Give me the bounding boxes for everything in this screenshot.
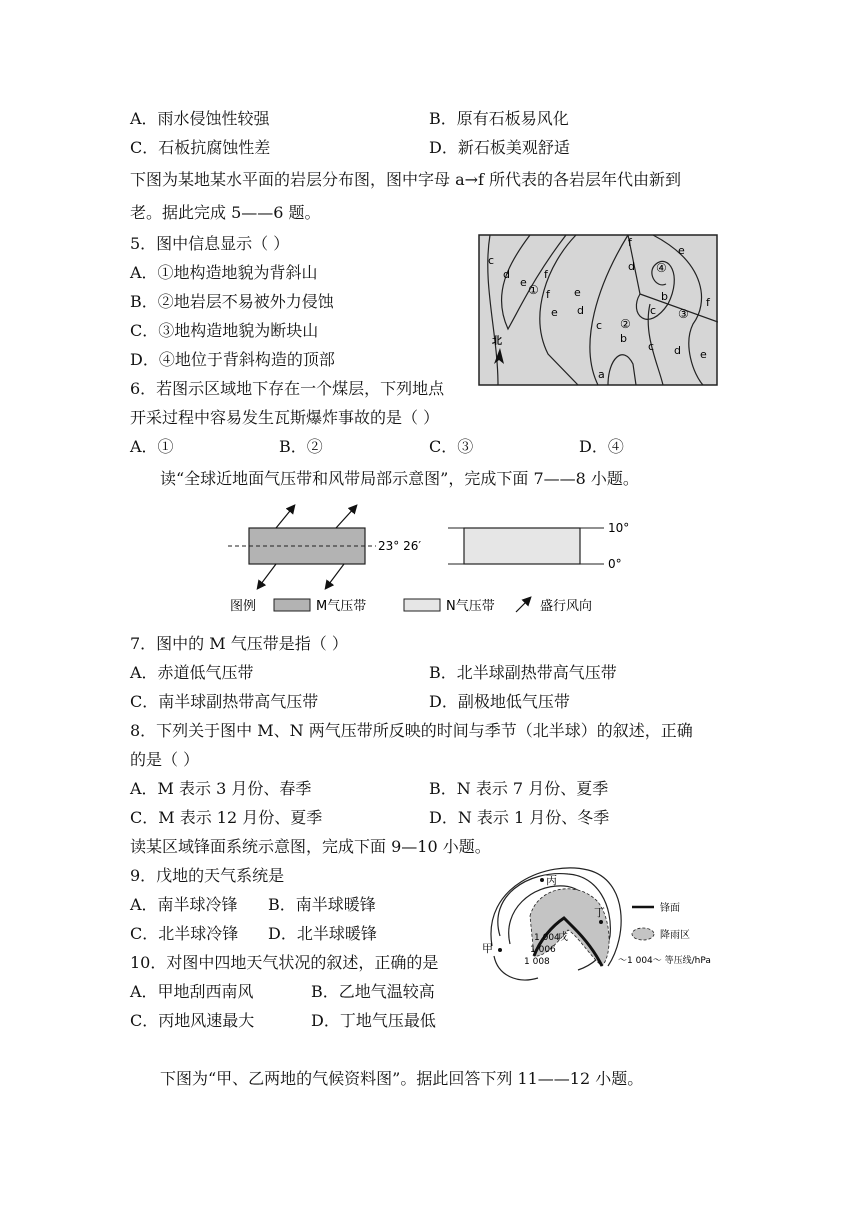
q8-option-b: B．N 表示 7 月份、夏季 — [429, 779, 609, 798]
intro-5-6-line1: 下图为某地某水平面的岩层分布图，图中字母 a→f 所代表的各岩层年代由新到 — [130, 170, 682, 189]
q8-option-a: A．M 表示 3 月份、春季 — [130, 779, 312, 798]
q8-stem-1: 8．下列关于图中 M、N 两气压带所反映的时间与季节（北半球）的叙述，正确 — [130, 721, 693, 740]
map-letter-e-2: e — [551, 306, 558, 319]
map-letter-c-2: c — [596, 319, 603, 332]
mark-2: ② — [620, 317, 631, 331]
map-letter-b-2: b — [661, 290, 668, 303]
place-wu: 戊 — [558, 932, 568, 943]
q5-stem: 5．图中信息显示（ ） — [130, 234, 290, 253]
lat-label-top: 10° — [608, 521, 630, 535]
map-letter-f-4: f — [706, 296, 710, 309]
q6-option-a: A．① — [130, 437, 174, 456]
place-bing: 丙 — [546, 874, 557, 887]
isobar-1004: 1 004 — [534, 933, 560, 943]
q7-option-b: B．北半球副热带高气压带 — [429, 663, 617, 682]
lat-label-m: 23° 26′ — [378, 539, 422, 553]
intro-7-8: 读“全球近地面气压带和风带局部示意图”，完成下面 7——8 小题。 — [160, 469, 639, 488]
q7-option-c: C．南半球副热带高气压带 — [130, 692, 319, 711]
pressure-belt-diagram — [226, 500, 646, 622]
q8-option-c: C．M 表示 12 月份、夏季 — [130, 808, 323, 827]
mark-1: ① — [528, 283, 539, 297]
q6-option-d: D．④ — [579, 437, 624, 456]
q6-option-c: C．③ — [429, 437, 474, 456]
legend-m-swatch — [274, 599, 310, 611]
map-letter-d-2: d — [577, 304, 584, 317]
q10-option-d: D．丁地气压最低 — [311, 1011, 436, 1030]
q4-option-b: B．原有石板易风化 — [429, 109, 569, 128]
legend-isobar: ～1 004～ 等压线/hPa — [618, 956, 711, 966]
legend-wind-label: 盛行风向 — [540, 599, 593, 614]
map-letter-a: a — [598, 368, 605, 381]
isobar-1006: 1 006 — [530, 945, 556, 955]
isobar-1008: 1 008 — [524, 957, 550, 967]
place-ding: 丁 — [594, 906, 605, 919]
q7-option-d: D．副极地低气压带 — [429, 692, 570, 711]
wind-arrow — [326, 564, 344, 588]
wind-arrow — [276, 506, 294, 528]
map-letter-f-3: f — [628, 236, 632, 249]
map-letter-d-3: d — [628, 260, 635, 273]
map-letter-c-4: c — [648, 340, 655, 353]
wind-arrow — [336, 506, 356, 528]
front-system-diagram — [478, 866, 728, 990]
q9-option-d: D．北半球暖锋 — [268, 924, 377, 943]
q6-stem-2: 开采过程中容易发生瓦斯爆炸事故的是（ ） — [130, 408, 440, 427]
lat-label-bottom: 0° — [608, 557, 622, 571]
map-letter-d: d — [503, 268, 510, 281]
map-letter-b: b — [620, 332, 627, 345]
q6-stem-1: 6．若图示区域地下存在一个煤层，下列地点 — [130, 379, 445, 398]
mark-3: ③ — [678, 307, 689, 321]
q9-stem: 9．戊地的天气系统是 — [130, 866, 285, 885]
legend-title: 图例 — [230, 599, 257, 614]
q10-option-b: B．乙地气温较高 — [311, 982, 435, 1001]
q6-option-b: B．② — [279, 437, 323, 456]
q10-option-a: A．甲地刮西南风 — [130, 982, 254, 1001]
legend-rain-icon — [632, 928, 654, 940]
intro-5-6-line2: 老。据此完成 5——6 题。 — [130, 203, 321, 222]
q10-option-c: C．丙地风速最大 — [130, 1011, 255, 1030]
legend-m-label: M气压带 — [316, 599, 367, 614]
q7-stem: 7．图中的 M 气压带是指（ ） — [130, 634, 348, 653]
place-jia: 甲 — [482, 942, 493, 955]
legend-rain-label: 降雨区 — [660, 930, 690, 941]
map-letter-f-2: f — [546, 288, 550, 301]
q9-option-a: A．南半球冷锋 — [130, 895, 238, 914]
map-letter-e-4: e — [678, 244, 685, 257]
mark-4: ④ — [656, 261, 667, 275]
map-letter-c-3: c — [650, 304, 657, 317]
n-belt — [464, 528, 580, 564]
q5-option-a: A．①地构造地貌为背斜山 — [130, 263, 318, 282]
map-letter-c: c — [488, 254, 495, 267]
map-letter-e-5: e — [700, 348, 707, 361]
q4-option-c: C．石板抗腐蚀性差 — [130, 138, 271, 157]
q5-option-b: B．②地岩层不易被外力侵蚀 — [130, 292, 334, 311]
q8-option-d: D．N 表示 1 月份、冬季 — [429, 808, 610, 827]
q8-stem-2: 的是（ ） — [130, 750, 200, 769]
intro-9-10: 读某区域锋面系统示意图，完成下面 9—10 小题。 — [130, 837, 491, 856]
q4-option-a: A．雨水侵蚀性较强 — [130, 109, 270, 128]
q7-option-a: A．赤道低气压带 — [130, 663, 254, 682]
legend-n-swatch — [404, 599, 440, 611]
legend-n-label: N气压带 — [446, 599, 495, 614]
legend-wind-icon — [516, 598, 530, 612]
q4-option-d: D．新石板美观舒适 — [429, 138, 570, 157]
q9-option-b: B．南半球暖锋 — [268, 895, 376, 914]
map-letter-d-4: d — [674, 344, 681, 357]
map-letter-e: e — [520, 276, 527, 289]
legend-front-label: 锋面 — [660, 903, 680, 914]
map-letter-e-3: e — [574, 286, 581, 299]
q5-option-d: D．④地位于背斜构造的顶部 — [130, 350, 335, 369]
wind-arrow — [258, 564, 276, 588]
map-letter-f: f — [544, 268, 548, 281]
north-label: 北 — [492, 336, 502, 347]
q9-option-c: C．北半球冷锋 — [130, 924, 239, 943]
intro-11-12: 下图为“甲、乙两地的气候资料图”。据此回答下列 11——12 小题。 — [160, 1069, 644, 1088]
q5-option-c: C．③地构造地貌为断块山 — [130, 321, 319, 340]
q10-stem: 10．对图中四地天气状况的叙述，正确的是 — [130, 953, 439, 972]
rock-strata-map — [478, 234, 718, 386]
